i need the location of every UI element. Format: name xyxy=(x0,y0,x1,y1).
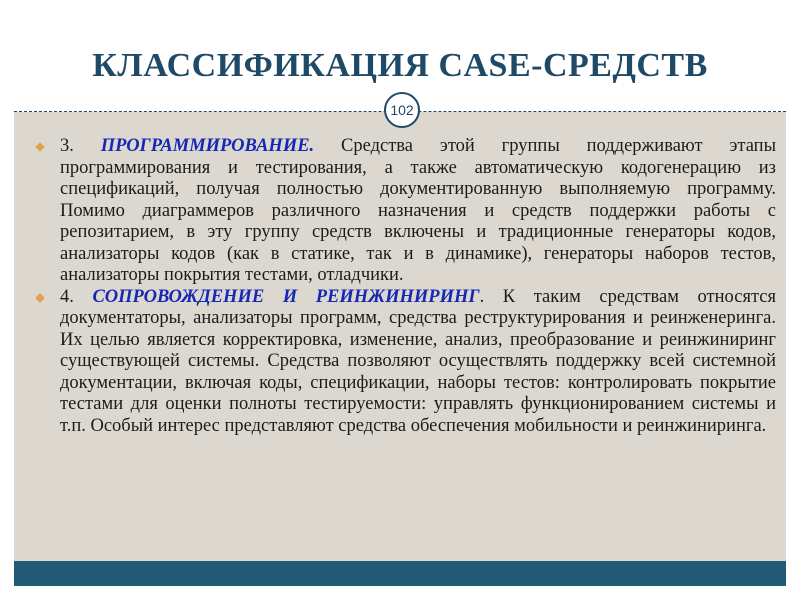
bullet-item-programming xyxy=(36,136,776,287)
bullet-diamond-icon xyxy=(35,293,45,303)
bullet-text: Средства этой группы поддерживают этапы программирования и тестирования, а также автоматическую кодогенерацию из спецификаций, получая полностью документированную выполняемую программу. Помимо диаграммеров различного назначения и средств поддержки работы с репозитарием, в эту группу средств включены и традиционные генераторы кодов, анализаторы кодов (как в статике, так и в динамике), генераторы наборов тестов, анализаторы покрытия тестами, отладчики. xyxy=(60,136,776,285)
bullet-heading: ПРОГРАММИРОВАНИЕ. xyxy=(100,136,315,156)
bottom-bar xyxy=(14,561,786,586)
slide-title: КЛАССИФИКАЦИЯ CASE-СРЕДСТВ xyxy=(92,47,708,84)
bullet-heading: СОПРОВОЖДЕНИЕ И РЕИНЖИНИРИНГ xyxy=(92,286,480,307)
bullet-diamond-icon xyxy=(35,142,45,152)
slide-frame xyxy=(14,8,786,586)
slide-body xyxy=(36,136,776,437)
bullet-item-maintenance xyxy=(36,287,776,438)
bullet-number: 3. xyxy=(60,136,101,156)
page-number-badge: 102 xyxy=(384,92,420,128)
bullet-text: . К таким средствам относятся документаторы, анализаторы программ, средства реструктурирования и реинженеринга. Их целью является корректировка, изменение, анализ, преобразование и реинжиниринг существующей системы. Средства позволяют осуществлять поддержку всей системной документации, включая коды, спецификации, наборы тестов: контролировать покрытие тестами для оценки полноты тестируемости: управлять функционированием системы и т.п. Особый интерес представляют средства обеспечения мобильности и реинжиниринга. xyxy=(60,286,776,436)
bullet-number: 4. xyxy=(60,286,93,307)
